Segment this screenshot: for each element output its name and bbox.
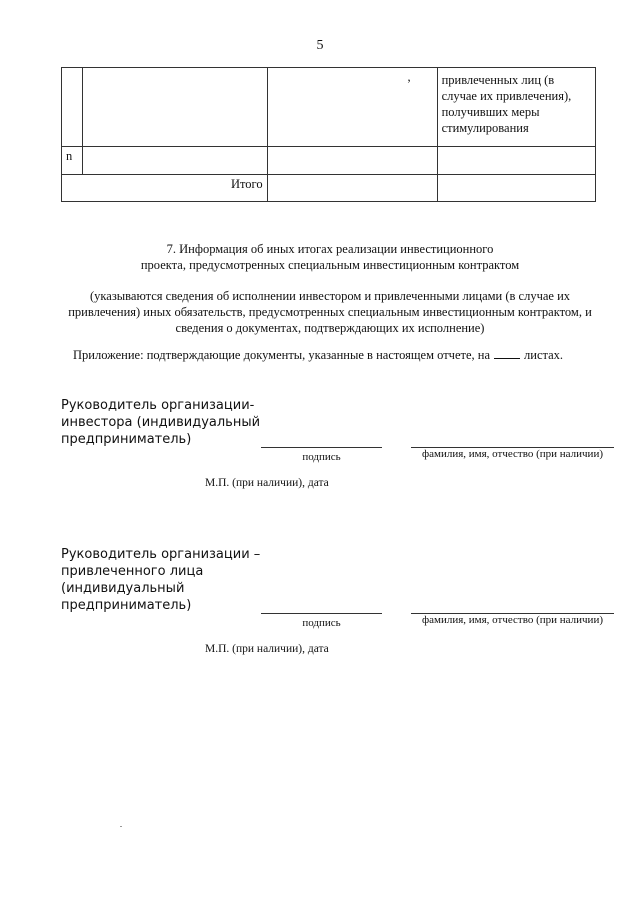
signer-title-line: инвестора (индивидуальный <box>61 415 261 430</box>
signer-title-line: привлеченного лица <box>61 564 204 579</box>
total-label: Итого <box>62 175 268 202</box>
table-total-row <box>62 175 596 202</box>
table-cell-index: n <box>62 147 83 175</box>
appendix-text: Приложение: подтверждающие документы, указанные в настоящем отчете, на <box>73 348 491 362</box>
signature-caption: подпись <box>302 617 341 629</box>
stamp-caption: М.П. (при наличии), дата <box>205 643 329 655</box>
signer-title-line: Руководитель организации- <box>61 398 255 413</box>
cell-mark: , <box>407 70 411 84</box>
table-cell <box>437 175 595 202</box>
signer-title-line: Руководитель организации – <box>61 547 261 562</box>
signature-caption: подпись <box>302 451 341 463</box>
scan-speck <box>120 826 122 827</box>
section-note-line: привлечения) иных обязательств, предусмотренных специальным инвестиционным контрактом, и <box>68 305 592 319</box>
signer-2-title <box>61 546 261 614</box>
page-number: 5 <box>316 38 324 53</box>
signer-title-line: предприниматель) <box>61 432 192 447</box>
section-7-title <box>60 241 600 273</box>
section-7-note <box>60 288 600 336</box>
section-title-line: 7. Информация об иных итогах реализации инвестиционного <box>166 242 494 256</box>
signature-line <box>261 447 382 448</box>
section-note-line: сведения о документах, подтверждающих их исполнение) <box>175 321 485 335</box>
section-title-line: проекта, предусмотренных специальным инвестиционным контрактом <box>140 258 520 272</box>
section-note-line: (указываются сведения об исполнении инвестором и привлеченными лицами (в случае их <box>89 289 571 303</box>
table-cell <box>267 147 437 175</box>
appendix-suffix: листах. <box>524 348 564 362</box>
table-row <box>62 147 596 175</box>
signer-title-line: (индивидуальный <box>61 581 185 596</box>
signature-line <box>261 613 382 614</box>
table-cell-description: привлеченных лиц (в случае их привлечения), получивших меры стимулирования <box>437 68 595 147</box>
signer-title-line: предприниматель) <box>61 598 192 613</box>
sheet-count-blank <box>494 358 520 359</box>
table-cell <box>437 147 595 175</box>
table-cell <box>267 175 437 202</box>
table-cell <box>82 68 267 147</box>
table-cell <box>267 68 437 147</box>
results-table <box>61 67 596 202</box>
name-caption: фамилия, имя, отчество (при наличии) <box>421 614 603 626</box>
table-row <box>62 68 596 147</box>
stamp-caption: М.П. (при наличии), дата <box>205 477 329 489</box>
table-cell <box>82 147 267 175</box>
table-cell <box>62 68 83 147</box>
name-caption: фамилия, имя, отчество (при наличии) <box>421 448 603 460</box>
signer-1-title <box>61 397 261 448</box>
appendix-line <box>73 348 563 363</box>
